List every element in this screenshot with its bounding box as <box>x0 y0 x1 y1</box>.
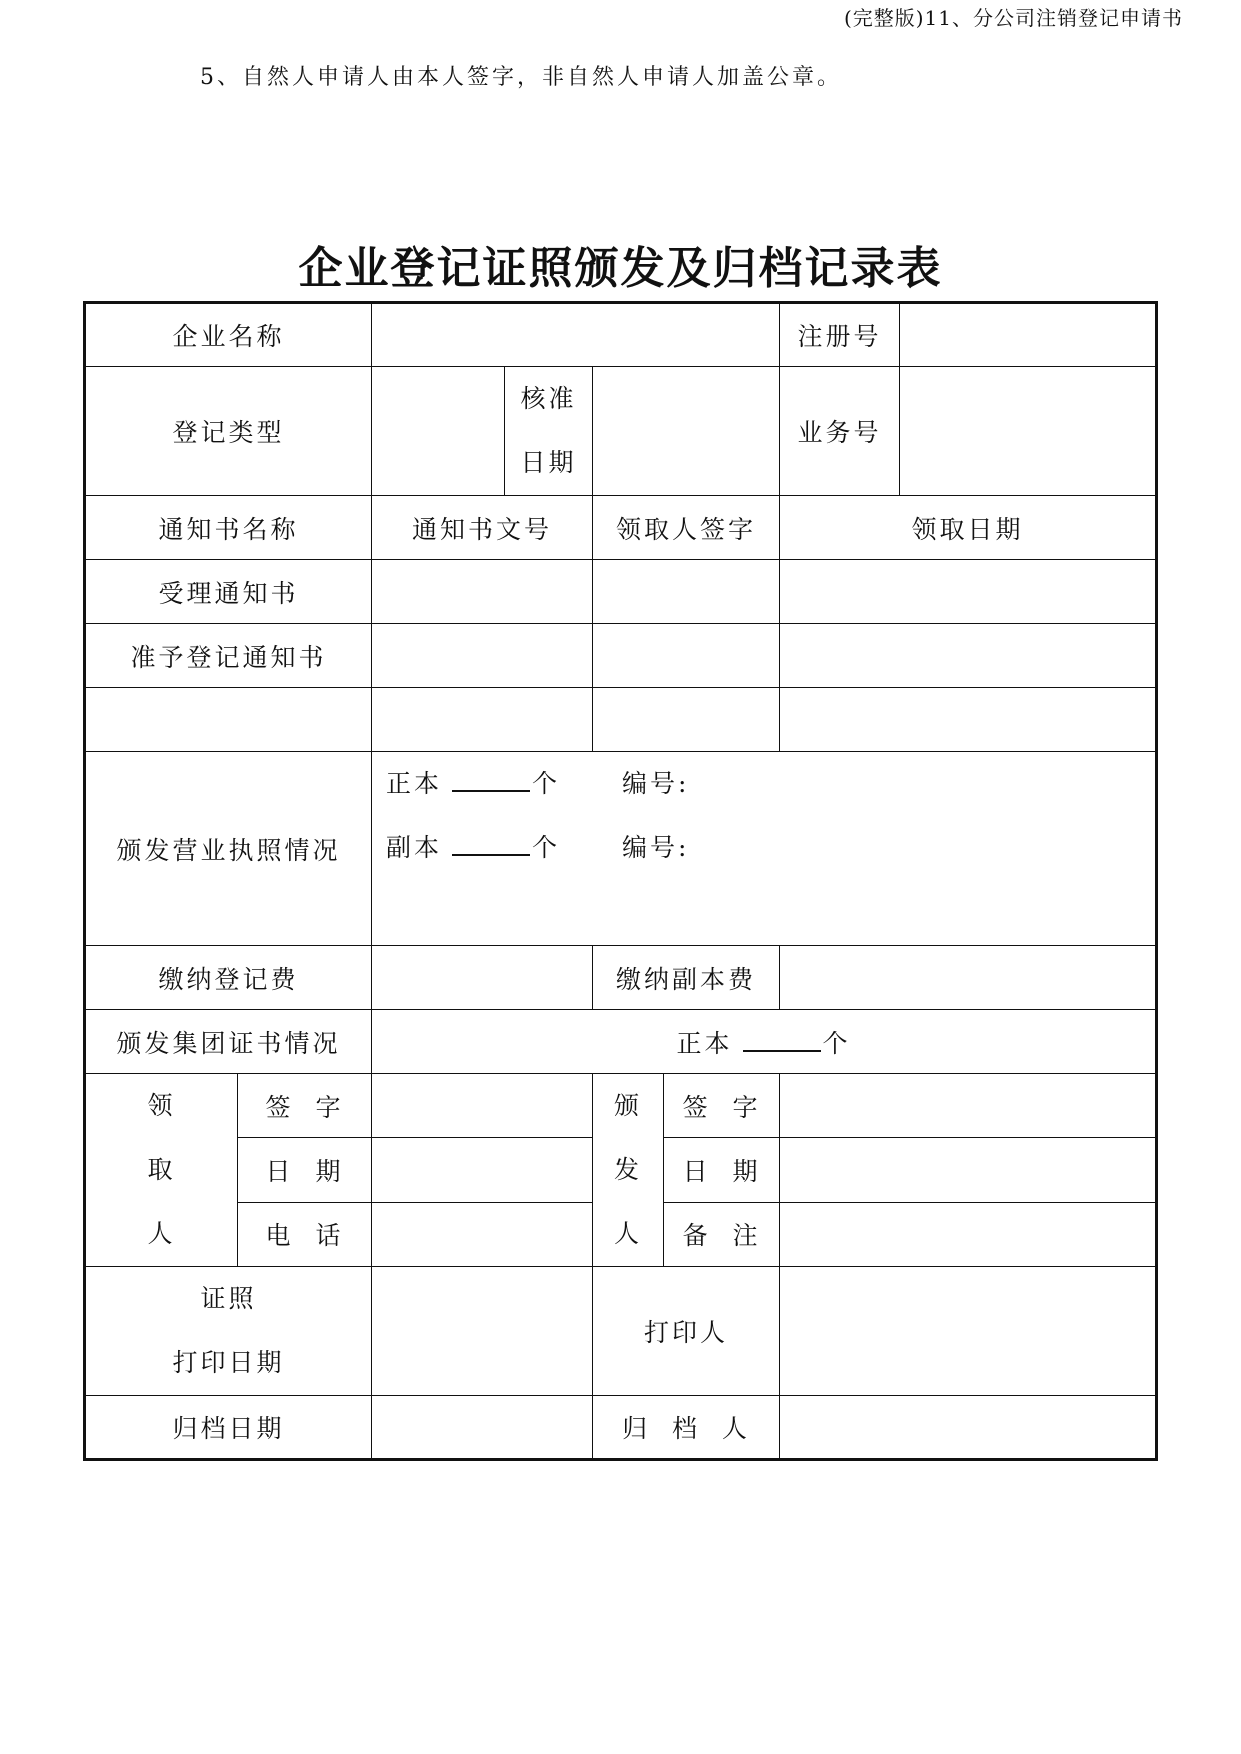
col-header-receiver-sign: 领取人签字 <box>593 496 780 560</box>
approve-notice-sign-field[interactable] <box>593 624 780 688</box>
issuer-remark-label: 备 注 <box>664 1202 780 1266</box>
print-date-label: 证照 打印日期 <box>85 1267 372 1396</box>
approve-notice-no-field[interactable] <box>372 624 593 688</box>
approve-notice-date-field[interactable] <box>780 624 1157 688</box>
archive-date-label: 归档日期 <box>85 1396 372 1460</box>
printer-label: 打印人 <box>593 1267 780 1396</box>
issuer-label: 颁 发 人 <box>593 1074 664 1267</box>
receiver-sign-label: 签 字 <box>238 1074 372 1138</box>
row-approve-notice-label: 准予登记通知书 <box>85 624 372 688</box>
instruction-note: 5、自然人申请人由本人签字，非自然人申请人加盖公章。 <box>200 65 842 90</box>
blank-notice-date-field[interactable] <box>780 688 1157 752</box>
receiver-sign-field[interactable] <box>372 1074 593 1138</box>
copy-count-field[interactable] <box>452 830 530 856</box>
issuer-date-field[interactable] <box>780 1138 1157 1202</box>
license-original-line: 正本 个 编号: <box>386 752 1155 816</box>
license-copy-line: 副本 个 编号: <box>386 816 1155 880</box>
blank-notice-name-field[interactable] <box>85 688 372 752</box>
archivist-label: 归 档 人 <box>593 1396 780 1460</box>
group-cert-label: 颁发集团证书情况 <box>85 1010 372 1074</box>
license-label: 颁发营业执照情况 <box>85 752 372 946</box>
reg-no-field[interactable] <box>900 303 1157 367</box>
blank-notice-sign-field[interactable] <box>593 688 780 752</box>
document-header: (完整版)11、分公司注销登记申请书 <box>843 6 1183 30</box>
business-no-field[interactable] <box>900 367 1157 496</box>
record-table <box>83 301 1158 1461</box>
issuer-remark-field[interactable] <box>780 1202 1157 1266</box>
original-count-field[interactable] <box>452 766 530 792</box>
business-no-label: 业务号 <box>780 367 900 496</box>
receiver-phone-label: 电 话 <box>238 1202 372 1266</box>
archivist-field[interactable] <box>780 1396 1157 1460</box>
receiver-date-field[interactable] <box>372 1138 593 1202</box>
copy-fee-field[interactable] <box>780 946 1157 1010</box>
issuer-date-label: 日 期 <box>664 1138 780 1202</box>
original-number-label: 编号: <box>622 769 690 798</box>
receiver-label: 领 取 人 <box>85 1074 238 1267</box>
reg-type-label: 登记类型 <box>85 367 372 496</box>
approval-date-field[interactable] <box>593 367 780 496</box>
accept-notice-sign-field[interactable] <box>593 560 780 624</box>
fee-label: 缴纳登记费 <box>85 946 372 1010</box>
fee-field[interactable] <box>372 946 593 1010</box>
col-header-notice-no: 通知书文号 <box>372 496 593 560</box>
print-date-field[interactable] <box>372 1267 593 1396</box>
receiver-date-label: 日 期 <box>238 1138 372 1202</box>
archive-date-field[interactable] <box>372 1396 593 1460</box>
row-accept-notice-label: 受理通知书 <box>85 560 372 624</box>
copy-number-label: 编号: <box>622 833 690 862</box>
blank-notice-no-field[interactable] <box>372 688 593 752</box>
col-header-notice-name: 通知书名称 <box>85 496 372 560</box>
receiver-phone-field[interactable] <box>372 1202 593 1266</box>
approval-date-label: 核准 日期 <box>505 367 593 496</box>
accept-notice-date-field[interactable] <box>780 560 1157 624</box>
copy-fee-label: 缴纳副本费 <box>593 946 780 1010</box>
license-info-cell <box>372 752 1157 946</box>
form-title: 企业登记证照颁发及归档记录表 <box>298 243 943 294</box>
group-count-field[interactable] <box>743 1026 821 1052</box>
issuer-sign-field[interactable] <box>780 1074 1157 1138</box>
company-name-label: 企业名称 <box>85 303 372 367</box>
reg-no-label: 注册号 <box>780 303 900 367</box>
printer-field[interactable] <box>780 1267 1157 1396</box>
company-name-field[interactable] <box>372 303 780 367</box>
accept-notice-no-field[interactable] <box>372 560 593 624</box>
col-header-receive-date: 领取日期 <box>780 496 1157 560</box>
issuer-sign-label: 签 字 <box>664 1074 780 1138</box>
reg-type-field[interactable] <box>372 367 505 496</box>
group-cert-info: 正本 个 <box>372 1010 1157 1074</box>
